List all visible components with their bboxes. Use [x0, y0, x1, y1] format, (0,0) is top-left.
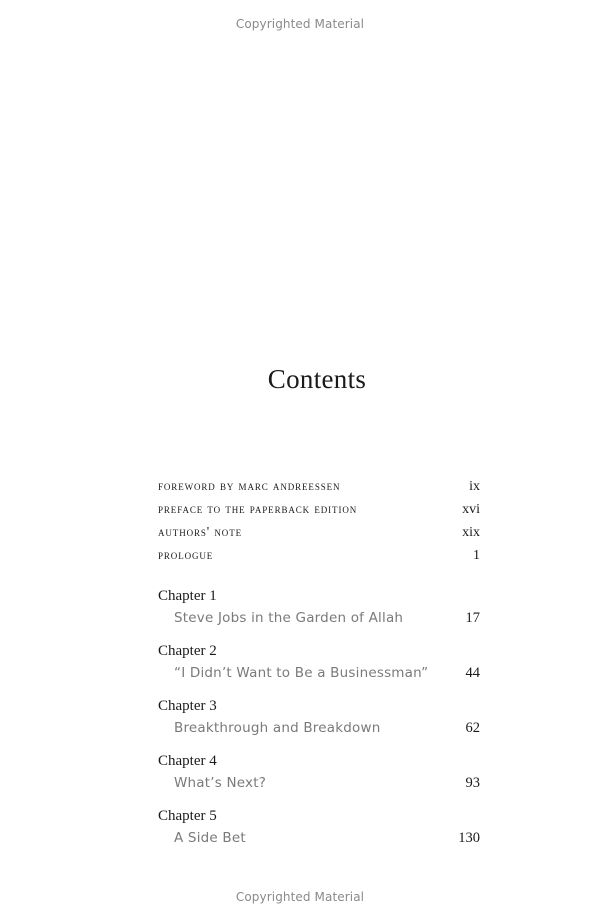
chapter-entry-4 — [158, 750, 480, 805]
chapter-page: 93 — [465, 775, 480, 791]
front-matter-page: xix — [462, 525, 480, 540]
chapter-title: A Side Bet — [174, 830, 246, 846]
chapter-row — [158, 827, 480, 849]
front-matter-page: ix — [469, 479, 480, 494]
front-matter-label: authors' note — [158, 524, 243, 539]
chapter-list — [158, 585, 480, 860]
front-matter-list — [158, 478, 480, 570]
chapter-page: 62 — [465, 720, 480, 736]
page-title: Contents — [267, 364, 367, 394]
chapter-row — [158, 607, 480, 629]
front-matter-item-foreword — [158, 478, 480, 501]
chapter-page: 44 — [465, 665, 480, 681]
front-matter-label: preface to the paperback edition — [158, 501, 358, 516]
chapter-entry-3 — [158, 695, 480, 750]
chapter-entry-1 — [158, 585, 480, 640]
chapter-label: Chapter 3 — [158, 698, 217, 714]
copyright-watermark-bottom: Copyrighted Material — [235, 890, 365, 904]
front-matter-label: prologue — [158, 547, 214, 562]
front-matter-page: 1 — [473, 548, 480, 563]
chapter-label: Chapter 5 — [158, 808, 217, 824]
copyright-watermark-top: Copyrighted Material — [235, 17, 365, 31]
chapter-title: Steve Jobs in the Garden of Allah — [174, 610, 404, 626]
chapter-entry-5 — [158, 805, 480, 860]
front-matter-item-authors-note — [158, 524, 480, 547]
chapter-entry-2 — [158, 640, 480, 695]
chapter-page: 17 — [465, 610, 480, 626]
chapter-row — [158, 662, 480, 684]
chapter-label: Chapter 1 — [158, 588, 217, 604]
front-matter-item-prologue — [158, 547, 480, 570]
chapter-row — [158, 772, 480, 794]
chapter-row — [158, 717, 480, 739]
chapter-title: Breakthrough and Breakdown — [174, 720, 381, 736]
chapter-label: Chapter 2 — [158, 643, 217, 659]
front-matter-page: xvi — [462, 502, 480, 517]
chapter-page: 130 — [458, 830, 480, 846]
front-matter-label: foreword by marc andreessen — [158, 478, 341, 493]
front-matter-item-preface — [158, 501, 480, 524]
chapter-title: What’s Next? — [174, 775, 267, 791]
chapter-label: Chapter 4 — [158, 753, 217, 769]
chapter-title: “I Didn’t Want to Be a Businessman” — [174, 665, 429, 681]
